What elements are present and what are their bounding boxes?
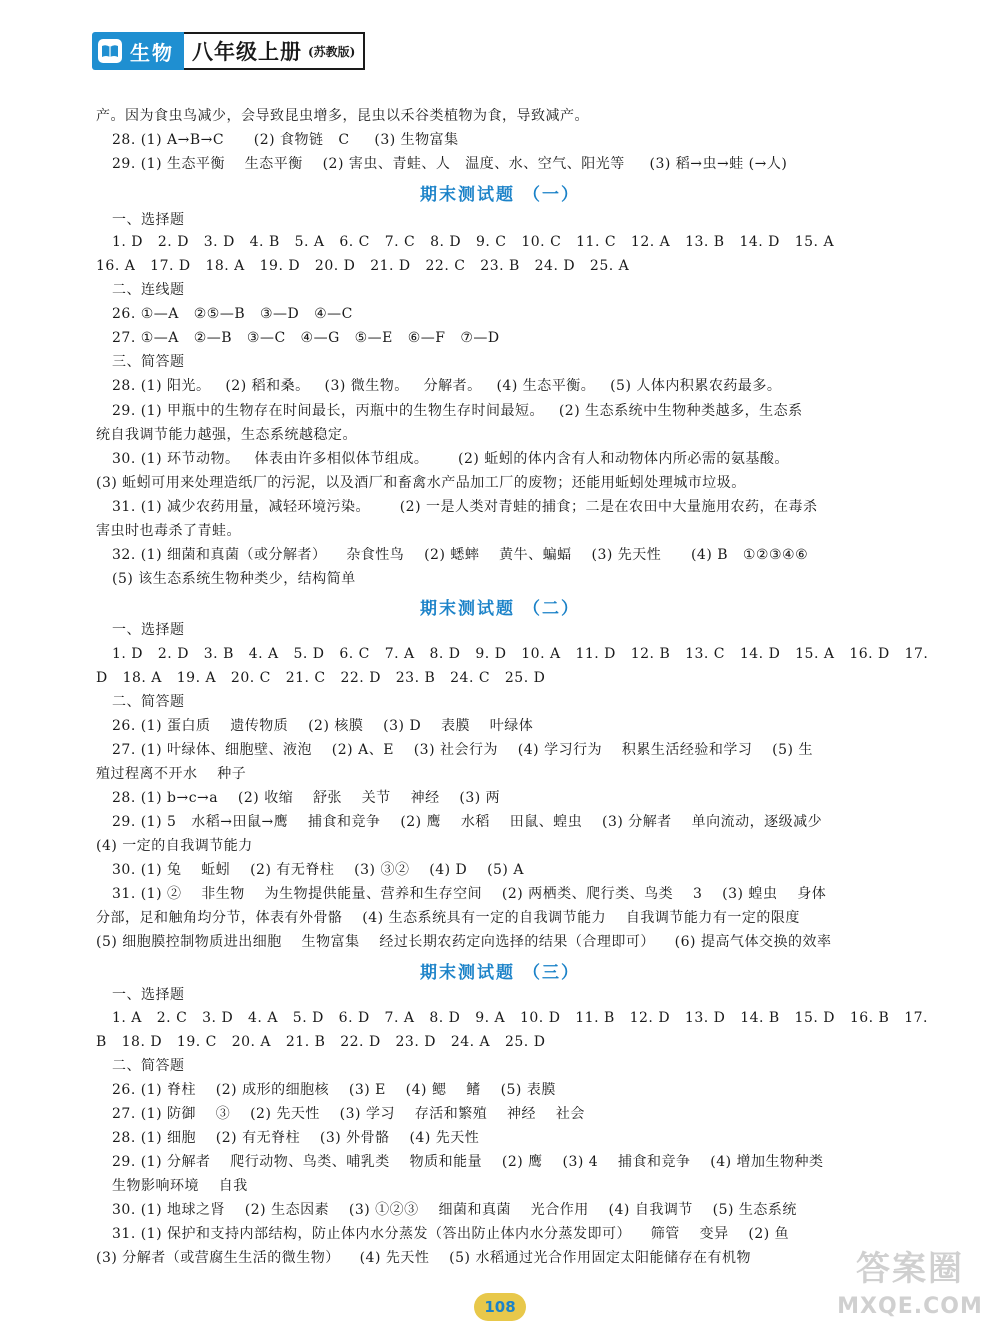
page-number: 108 [474,1293,526,1321]
answer-line: 殖过程离不开水 种子 [96,766,247,782]
answer-line: 二、连线题 [112,282,185,298]
answer-line: (3) 分解者（或营腐生生活的微生物） (4) 先天性 (5) 水稻通过光合作用固定太阳能储存在有机物 [96,1250,751,1266]
answer-line: 26. (1) 脊柱 (2) 成形的细胞核 (3) E (4) 鳃 鳍 (5) 表膜 [112,1082,556,1098]
answer-line: 二、简答题 [112,1058,185,1074]
book-title [184,32,365,70]
answer-line: 一、选择题 [112,622,185,638]
answer-line: D 18. A 19. A 20. C 21. C 22. D 23. B 24. C 25. D [96,670,546,686]
answer-line: (3) 蚯蚓可用来处理造纸厂的污泥，以及酒厂和畜禽水产品加工厂的废物；还能用蚯蚓处理城市垃圾。 [96,475,746,491]
section-title: 期末测试题 （二） [420,599,580,619]
grade-label: 八年级上册 [192,39,302,64]
answer-line: 1. A 2. C 3. D 4. A 5. D 6. D 7. A 8. D 9. A 10. D 11. B 12. D 13. D 14. B 15. D 16. B 17. [112,1010,928,1026]
answer-line: 害虫时也毒杀了青蛙。 [96,523,241,539]
answer-line: 29. (1) 5 水稻→田鼠→鹰 捕食和竞争 (2) 鹰 水稻 田鼠、蝗虫 (3) 分解者 单向流动，逐级减少 [112,814,823,830]
answer-line: 28. (1) b→c→a (2) 收缩 舒张 关节 神经 (3) 两 [112,790,501,806]
answer-line: 30. (1) 环节动物。 体表由许多相似体节组成。 (2) 蚯蚓的体内含有人和动物体内所必需的氨基酸。 [112,451,789,467]
answer-line: 二、简答题 [112,694,185,710]
section-title: 期末测试题 （一） [420,185,580,205]
subject-label: 生物 [130,40,174,65]
answer-line: 生物影响环境 自我 [112,1178,248,1194]
answer-line: 一、选择题 [112,212,185,228]
answer-line: 29. (1) 甲瓶中的生物存在时间最长，丙瓶中的生物生存时间最短。 (2) 生态系统中生物种类越多，生态系 [112,403,803,419]
answer-line: 29. (1) 分解者 爬行动物、鸟类、哺乳类 物质和能量 (2) 鹰 (3) 4 捕食和竞争 (4) 增加生物种类 [112,1154,824,1170]
subject-badge [92,32,184,70]
answer-line: 三、简答题 [112,354,185,370]
answer-line: 31. (1) 保护和支持内部结构，防止体内水分蒸发（答出防止体内水分蒸发即可） 筛管 变异 (2) 鱼 [112,1226,790,1242]
answer-line: 27. (1) 防御 ③ (2) 先天性 (3) 学习 存活和繁殖 神经 社会 [112,1106,585,1122]
answer-line: 29. (1) 生态平衡 生态平衡 (2) 害虫、青蛙、人 温度、水、空气、阳光等 (3) 稻→虫→蛙 (→人) [112,156,788,172]
answer-line: 产。因为食虫鸟减少，会导致昆虫增多，昆虫以禾谷类植物为食，导致减产。 [96,108,589,124]
watermark-logo [826,1246,994,1334]
answer-line: 30. (1) 地球之肾 (2) 生态因素 (3) ①②③ 细菌和真菌 光合作用 (4) 自我调节 (5) 生态系统 [112,1202,797,1218]
watermark-text: 答案圈 [856,1249,964,1289]
answer-line: 1. D 2. D 3. D 4. B 5. A 6. C 7. C 8. D 9. C 10. C 11. C 12. A 13. B 14. D 15. A [112,234,835,250]
answer-line: 分部，足和触角均分节，体表有外骨骼 (4) 生态系统具有一定的自我调节能力 自我调节能力有一定的限度 [96,910,800,926]
answer-line: (4) 一定的自我调节能力 [96,838,253,854]
answer-line: 28. (1) A→B→C (2) 食物链 C (3) 生物富集 [112,132,459,148]
answer-line: 32. (1) 细菌和真菌（或分解者） 杂食性鸟 (2) 蟋蟀 黄牛、蝙蝠 (3) 先天性 (4) B ①②③④⑥ [112,547,809,563]
answer-line: 30. (1) 兔 蚯蚓 (2) 有无脊柱 (3) ③② (4) D (5) A [112,862,524,878]
book-icon [98,39,122,63]
answer-line: 27. (1) 叶绿体、细胞壁、液泡 (2) A、E (3) 社会行为 (4) 学习行为 积累生活经验和学习 (5) 生 [112,742,813,758]
answer-line: 28. (1) 细胞 (2) 有无脊柱 (3) 外骨骼 (4) 先天性 [112,1130,480,1146]
answer-line: 1. D 2. D 3. B 4. A 5. D 6. C 7. A 8. D 9. D 10. A 11. D 12. B 13. C 14. D 15. A 16. D 17. [112,646,929,662]
answer-line: 31. (1) 减少农药用量，减轻环境污染。 (2) 一是人类对青蛙的捕食；二是在农田中大量施用农药，在毒杀 [112,499,818,515]
answer-line: 28. (1) 阳光。 (2) 稻和桑。 (3) 微生物。 分解者。 (4) 生态平衡。 (5) 人体内积累农药最多。 [112,378,782,394]
watermark-url: MXQE.COM [837,1294,983,1319]
edition-label: (苏教版) [308,44,356,59]
answer-line: (5) 细胞膜控制物质进出细胞 生物富集 经过长期农药定向选择的结果（合理即可） (6) 提高气体交换的效率 [96,934,832,950]
answer-line: 一、选择题 [112,987,185,1003]
answer-line: 统自我调节能力越强，生态系统越稳定。 [96,427,357,443]
answer-line: B 18. D 19. C 20. A 21. B 22. D 23. D 24. A 25. D [96,1034,546,1050]
answer-line: 16. A 17. D 18. A 19. D 20. D 21. D 22. C 23. B 24. D 25. A [96,258,630,274]
section-title: 期末测试题 （三） [420,963,580,983]
answer-line: 26. ①—A ②⑤—B ③—D ④—C [112,306,353,322]
answer-line: 31. (1) ② 非生物 为生物提供能量、营养和生存空间 (2) 两栖类、爬行类、鸟类 3 (3) 蝗虫 身体 [112,886,827,902]
answer-line: 27. ①—A ②—B ③—C ④—G ⑤—E ⑥—F ⑦—D [112,330,500,346]
book-header [92,32,382,70]
answer-line: (5) 该生态系统生物种类少，结构简单 [112,571,356,587]
answer-line: 26. (1) 蛋白质 遗传物质 (2) 核膜 (3) D 表膜 叶绿体 [112,718,534,734]
